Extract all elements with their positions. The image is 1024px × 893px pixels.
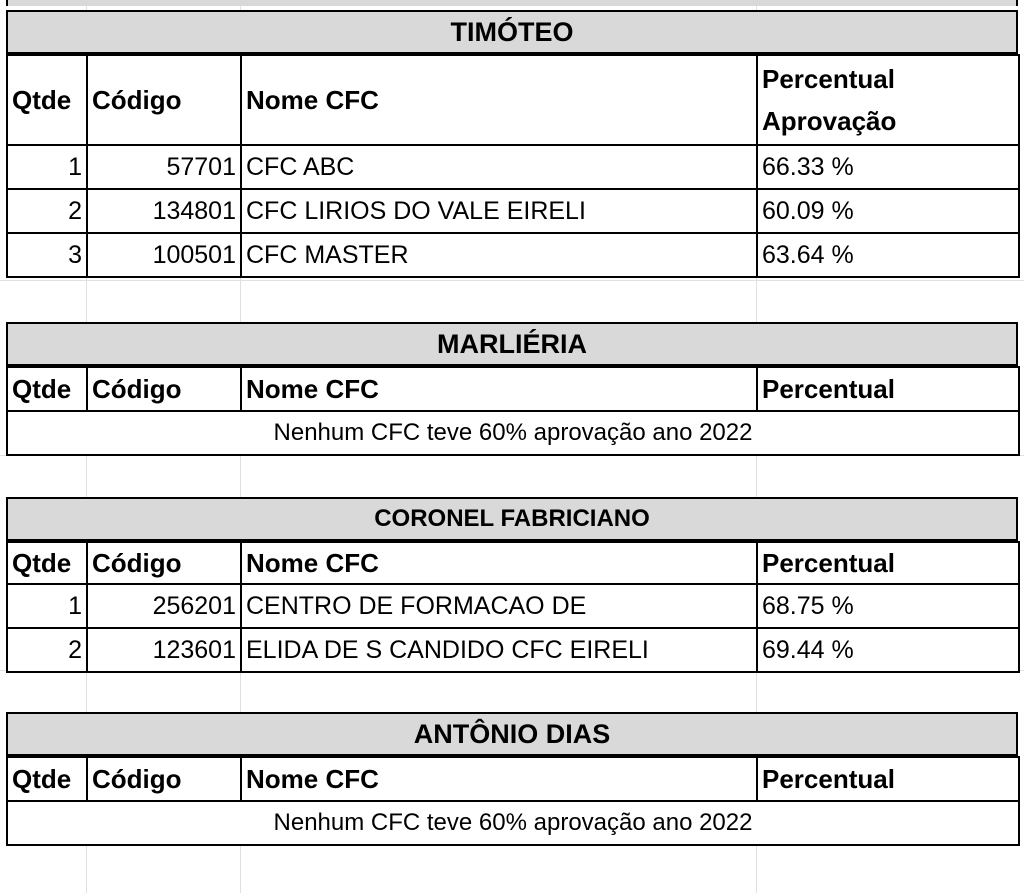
header-qtde: Qtde bbox=[7, 367, 87, 411]
header-codigo: Código bbox=[87, 542, 241, 584]
header-nome: Nome CFC bbox=[241, 542, 757, 584]
cell-codigo: 100501 bbox=[87, 233, 241, 277]
table-row bbox=[7, 189, 1019, 233]
cell-percentual: 66.33 % bbox=[757, 145, 1019, 189]
table-title: MARLIÉRIA bbox=[6, 322, 1018, 366]
header-nome: Nome CFC bbox=[241, 367, 757, 411]
header-codigo: Código bbox=[87, 367, 241, 411]
table-title: TIMÓTEO bbox=[6, 10, 1018, 54]
empty-message-row bbox=[7, 411, 1019, 455]
table-timoteo bbox=[6, 10, 1018, 278]
data-table bbox=[6, 541, 1020, 673]
cell-qtde: 1 bbox=[7, 584, 87, 628]
header-percentual: Percentual bbox=[757, 757, 1019, 801]
header-row bbox=[7, 757, 1019, 801]
table-row bbox=[7, 145, 1019, 189]
header-percentual-line1: Percentual bbox=[762, 64, 895, 94]
data-table bbox=[6, 756, 1020, 846]
cell-codigo: 256201 bbox=[87, 584, 241, 628]
cell-nome: CFC MASTER bbox=[241, 233, 757, 277]
header-percentual: Percentual bbox=[757, 367, 1019, 411]
header-row bbox=[7, 367, 1019, 411]
empty-message-row bbox=[7, 801, 1019, 845]
cell-codigo: 134801 bbox=[87, 189, 241, 233]
grid-line bbox=[0, 280, 1024, 281]
cell-percentual: 68.75 % bbox=[757, 584, 1019, 628]
cell-codigo: 123601 bbox=[87, 628, 241, 672]
cell-nome: CFC ABC bbox=[241, 145, 757, 189]
empty-message: Nenhum CFC teve 60% aprovação ano 2022 bbox=[7, 411, 1019, 455]
header-codigo: Código bbox=[87, 757, 241, 801]
empty-message: Nenhum CFC teve 60% aprovação ano 2022 bbox=[7, 801, 1019, 845]
header-qtde: Qtde bbox=[7, 542, 87, 584]
table-title: ANTÔNIO DIAS bbox=[6, 712, 1018, 756]
cell-percentual: 60.09 % bbox=[757, 189, 1019, 233]
table-title: CORONEL FABRICIANO bbox=[6, 497, 1018, 541]
data-table bbox=[6, 54, 1020, 278]
previous-table-edge bbox=[6, 0, 1018, 6]
cell-qtde: 1 bbox=[7, 145, 87, 189]
header-nome: Nome CFC bbox=[241, 757, 757, 801]
header-percentual: Percentual bbox=[757, 542, 1019, 584]
table-coronel-fabriciano bbox=[6, 497, 1018, 673]
cell-percentual: 69.44 % bbox=[757, 628, 1019, 672]
header-row bbox=[7, 542, 1019, 584]
cell-codigo: 57701 bbox=[87, 145, 241, 189]
header-qtde: Qtde bbox=[7, 757, 87, 801]
table-row bbox=[7, 233, 1019, 277]
cell-percentual: 63.64 % bbox=[757, 233, 1019, 277]
table-marlieria bbox=[6, 322, 1018, 456]
cell-nome: CENTRO DE FORMACAO DE bbox=[241, 584, 757, 628]
table-row bbox=[7, 628, 1019, 672]
header-nome: Nome CFC bbox=[241, 55, 757, 145]
cell-qtde: 2 bbox=[7, 628, 87, 672]
table-antonio-dias bbox=[6, 712, 1018, 846]
cell-qtde: 2 bbox=[7, 189, 87, 233]
cell-nome: ELIDA DE S CANDIDO CFC EIRELI bbox=[241, 628, 757, 672]
cell-nome: CFC LIRIOS DO VALE EIRELI bbox=[241, 189, 757, 233]
data-table bbox=[6, 366, 1020, 456]
cell-qtde: 3 bbox=[7, 233, 87, 277]
header-qtde: Qtde bbox=[7, 55, 87, 145]
header-percentual-line2: Aprovação bbox=[762, 106, 897, 136]
table-row bbox=[7, 584, 1019, 628]
header-row bbox=[7, 55, 1019, 145]
header-percentual bbox=[757, 55, 1019, 145]
header-codigo: Código bbox=[87, 55, 241, 145]
